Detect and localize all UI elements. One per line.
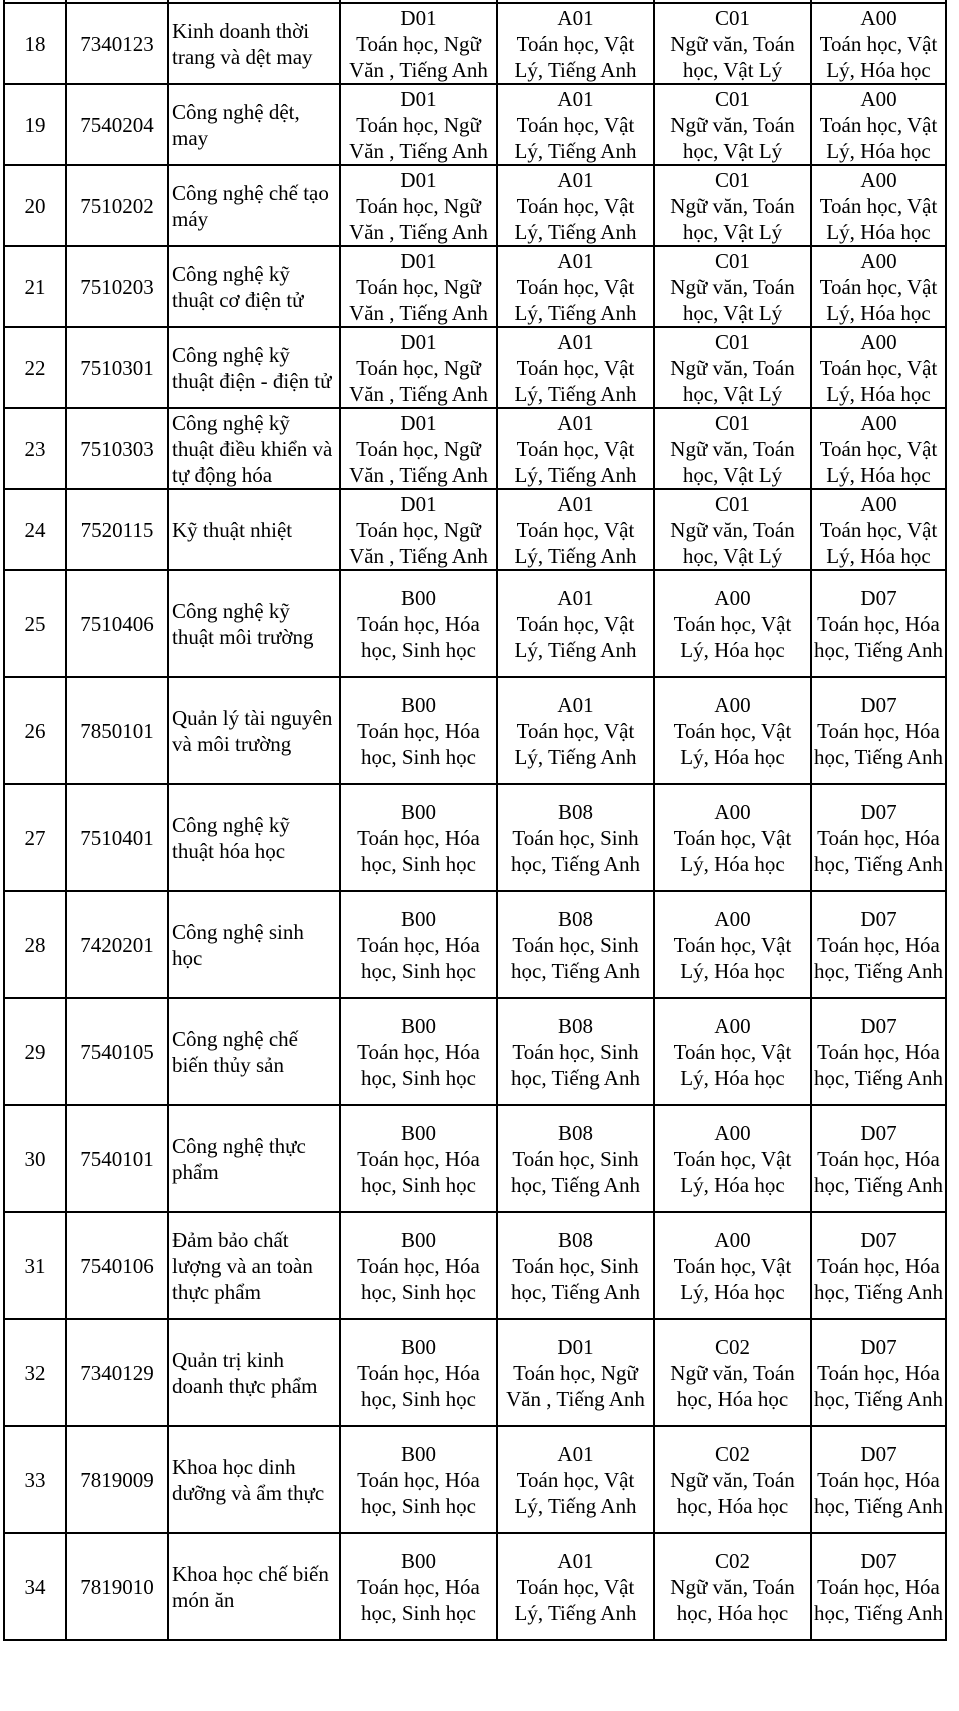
subject-combination-4 <box>811 408 946 489</box>
combination-subjects: Toán học, Sinh học, Tiếng Anh <box>511 1039 640 1090</box>
major-code: 7340123 <box>66 3 168 84</box>
combination-subjects: Toán học, Ngữ Văn , Tiếng Anh <box>349 355 488 406</box>
trailing-margin <box>4 1640 946 1671</box>
major-code: 7540106 <box>66 1212 168 1319</box>
subject-combination-3 <box>654 3 811 84</box>
combination-subjects: Toán học, Sinh học, Tiếng Anh <box>511 825 640 876</box>
subject-combination-3 <box>654 1533 811 1640</box>
combination-subjects: Toán học, Vật Lý, Tiếng Anh <box>514 1574 637 1625</box>
combination-code: D07 <box>860 906 897 931</box>
combination-subjects: Toán học, Vật Lý, Tiếng Anh <box>514 112 637 163</box>
combination-subjects: Toán học, Vật Lý, Tiếng Anh <box>514 274 637 325</box>
subject-combination-1 <box>340 1212 497 1319</box>
subject-combination-4 <box>811 246 946 327</box>
subject-combination-1 <box>340 165 497 246</box>
row-number: 19 <box>4 84 66 165</box>
table-row <box>4 1426 946 1533</box>
major-name: Công nghệ chế biến thủy sản <box>168 998 340 1105</box>
subject-combination-2 <box>497 3 654 84</box>
combination-code: A00 <box>860 410 897 435</box>
admission-table-sheet <box>3 0 951 1711</box>
combination-subjects: Toán học, Hóa học, Sinh học <box>357 1039 480 1090</box>
row-number: 28 <box>4 891 66 998</box>
subject-combination-2 <box>497 489 654 570</box>
combination-code: D07 <box>860 692 897 717</box>
subject-combination-3 <box>654 570 811 677</box>
subject-combination-1 <box>340 408 497 489</box>
major-code: 7340129 <box>66 1319 168 1426</box>
subject-combination-2 <box>497 570 654 677</box>
major-code: 7540204 <box>66 84 168 165</box>
major-name: Công nghệ kỹ thuật môi trường <box>168 570 340 677</box>
subject-combination-4 <box>811 1212 946 1319</box>
subject-combination-1 <box>340 327 497 408</box>
major-name: Công nghệ kỹ thuật hóa học <box>168 784 340 891</box>
combination-subjects: Toán học, Hóa học, Sinh học <box>357 1146 480 1197</box>
subject-combination-4 <box>811 489 946 570</box>
subject-combination-3 <box>654 1212 811 1319</box>
combination-code: B08 <box>557 799 593 824</box>
table-row <box>4 489 946 570</box>
combination-subjects: Toán học, Vật Lý, Hóa học <box>819 355 938 406</box>
subject-combination-1 <box>340 246 497 327</box>
subject-combination-4 <box>811 677 946 784</box>
combination-subjects: Toán học, Vật Lý, Tiếng Anh <box>514 517 637 568</box>
subject-combination-4 <box>811 165 946 246</box>
subject-combination-2 <box>497 1533 654 1640</box>
combination-code: A01 <box>557 248 594 273</box>
major-code: 7520115 <box>66 489 168 570</box>
combination-code: C01 <box>714 167 750 192</box>
combination-subjects: Toán học, Hóa học, Sinh học <box>357 825 480 876</box>
combination-code: B00 <box>400 585 436 610</box>
major-name: Quản lý tài nguyên và môi trường <box>168 677 340 784</box>
combination-code: C01 <box>714 410 750 435</box>
major-name: Quản trị kinh doanh thực phẩm <box>168 1319 340 1426</box>
subject-combination-2 <box>497 784 654 891</box>
combination-subjects: Toán học, Vật Lý, Tiếng Anh <box>514 436 637 487</box>
combination-subjects: Toán học, Vật Lý, Tiếng Anh <box>514 611 637 662</box>
table-row <box>4 408 946 489</box>
combination-code: A01 <box>557 329 594 354</box>
combination-subjects: Toán học, Hóa học, Tiếng Anh <box>814 932 943 983</box>
combination-code: A00 <box>860 491 897 516</box>
subject-combination-1 <box>340 84 497 165</box>
combination-code: B00 <box>400 1334 436 1359</box>
combination-subjects: Ngữ văn, Toán học, Vật Lý <box>670 436 795 487</box>
combination-subjects: Toán học, Sinh học, Tiếng Anh <box>511 1253 640 1304</box>
combination-subjects: Toán học, Vật Lý, Tiếng Anh <box>514 193 637 244</box>
row-number: 26 <box>4 677 66 784</box>
combination-code: D07 <box>860 1334 897 1359</box>
subject-combination-1 <box>340 784 497 891</box>
combination-code: A01 <box>557 1441 594 1466</box>
combination-subjects: Ngữ văn, Toán học, Hóa học <box>670 1467 795 1518</box>
combination-code: D07 <box>860 585 897 610</box>
combination-code: D01 <box>400 167 437 192</box>
major-code: 7510406 <box>66 570 168 677</box>
major-name: Kỹ thuật nhiệt <box>168 489 340 570</box>
table-row <box>4 784 946 891</box>
combination-subjects: Toán học, Hóa học, Tiếng Anh <box>814 718 943 769</box>
subject-combination-4 <box>811 891 946 998</box>
table-row <box>4 1212 946 1319</box>
combination-code: B08 <box>557 1120 593 1145</box>
combination-subjects: Toán học, Sinh học, Tiếng Anh <box>511 932 640 983</box>
major-code: 7850101 <box>66 677 168 784</box>
combination-code: A01 <box>557 1548 594 1573</box>
major-name: Đảm bảo chất lượng và an toàn thực phẩm <box>168 1212 340 1319</box>
combination-code: C01 <box>714 329 750 354</box>
subject-combination-3 <box>654 327 811 408</box>
major-code: 7510301 <box>66 327 168 408</box>
combination-code: D01 <box>557 1334 594 1359</box>
combination-code: A00 <box>714 692 751 717</box>
combination-subjects: Ngữ văn, Toán học, Vật Lý <box>670 193 795 244</box>
combination-code: D07 <box>860 799 897 824</box>
subject-combination-3 <box>654 677 811 784</box>
major-name: Công nghệ kỹ thuật điều khiển và tự động hóa <box>168 408 340 489</box>
combination-subjects: Toán học, Ngữ Văn , Tiếng Anh <box>349 31 488 82</box>
row-number: 32 <box>4 1319 66 1426</box>
combination-code: B00 <box>400 799 436 824</box>
subject-combination-1 <box>340 570 497 677</box>
combination-code: D07 <box>860 1548 897 1573</box>
subject-combination-1 <box>340 998 497 1105</box>
combination-code: D07 <box>860 1227 897 1252</box>
combination-subjects: Ngữ văn, Toán học, Vật Lý <box>670 112 795 163</box>
combination-code: B00 <box>400 692 436 717</box>
subject-combination-4 <box>811 998 946 1105</box>
combination-code: D07 <box>860 1120 897 1145</box>
combination-subjects: Toán học, Vật Lý, Hóa học <box>819 112 938 163</box>
table-row <box>4 1533 946 1640</box>
subject-combination-4 <box>811 1533 946 1640</box>
major-name: Công nghệ thực phẩm <box>168 1105 340 1212</box>
major-code: 7420201 <box>66 891 168 998</box>
combination-code: A00 <box>860 5 897 30</box>
combination-code: A00 <box>714 1227 751 1252</box>
combination-code: D01 <box>400 329 437 354</box>
row-number: 30 <box>4 1105 66 1212</box>
combination-subjects: Ngữ văn, Toán học, Vật Lý <box>670 517 795 568</box>
subject-combination-1 <box>340 891 497 998</box>
table-row <box>4 570 946 677</box>
subject-combination-3 <box>654 1426 811 1533</box>
row-number: 25 <box>4 570 66 677</box>
combination-subjects: Toán học, Hóa học, Tiếng Anh <box>814 1253 943 1304</box>
row-number: 33 <box>4 1426 66 1533</box>
table-body <box>4 0 946 1671</box>
table-row <box>4 1105 946 1212</box>
subject-combination-1 <box>340 3 497 84</box>
subject-combination-2 <box>497 1426 654 1533</box>
combination-code: A00 <box>714 1013 751 1038</box>
subject-combination-4 <box>811 1426 946 1533</box>
combination-subjects: Toán học, Vật Lý, Hóa học <box>819 274 938 325</box>
subject-combination-3 <box>654 165 811 246</box>
combination-subjects: Toán học, Vật Lý, Hóa học <box>673 1253 792 1304</box>
combination-code: A01 <box>557 86 594 111</box>
combination-subjects: Toán học, Hóa học, Tiếng Anh <box>814 1574 943 1625</box>
table-row <box>4 677 946 784</box>
subject-combination-3 <box>654 1105 811 1212</box>
major-code: 7510303 <box>66 408 168 489</box>
major-code: 7540101 <box>66 1105 168 1212</box>
major-code: 7819010 <box>66 1533 168 1640</box>
row-number: 24 <box>4 489 66 570</box>
subject-combination-3 <box>654 1319 811 1426</box>
subject-combination-2 <box>497 84 654 165</box>
subject-combination-4 <box>811 784 946 891</box>
subject-combination-1 <box>340 1105 497 1212</box>
subject-combination-1 <box>340 1533 497 1640</box>
combination-subjects: Toán học, Vật Lý, Hóa học <box>673 1039 792 1090</box>
major-code: 7510401 <box>66 784 168 891</box>
subject-combination-3 <box>654 998 811 1105</box>
subject-combination-2 <box>497 998 654 1105</box>
combination-code: B00 <box>400 1013 436 1038</box>
subject-combination-2 <box>497 1105 654 1212</box>
subject-combination-4 <box>811 1105 946 1212</box>
combination-code: B00 <box>400 1441 436 1466</box>
combination-code: A01 <box>557 491 594 516</box>
major-code: 7540105 <box>66 998 168 1105</box>
subject-combination-1 <box>340 489 497 570</box>
table-row <box>4 1319 946 1426</box>
row-number: 21 <box>4 246 66 327</box>
subject-combination-1 <box>340 1319 497 1426</box>
major-name: Công nghệ kỹ thuật cơ điện tử <box>168 246 340 327</box>
combination-code: B08 <box>557 1227 593 1252</box>
combination-subjects: Toán học, Vật Lý, Hóa học <box>819 31 938 82</box>
combination-code: A01 <box>557 410 594 435</box>
combination-subjects: Ngữ văn, Toán học, Hóa học <box>670 1574 795 1625</box>
row-number: 34 <box>4 1533 66 1640</box>
combination-code: A01 <box>557 692 594 717</box>
combination-code: D01 <box>400 491 437 516</box>
combination-subjects: Toán học, Hóa học, Tiếng Anh <box>814 1039 943 1090</box>
subject-combination-3 <box>654 84 811 165</box>
combination-subjects: Toán học, Ngữ Văn , Tiếng Anh <box>349 517 488 568</box>
combination-code: A00 <box>714 1120 751 1145</box>
major-code: 7819009 <box>66 1426 168 1533</box>
subject-combination-1 <box>340 677 497 784</box>
combination-subjects: Toán học, Vật Lý, Hóa học <box>673 1146 792 1197</box>
combination-code: D01 <box>400 410 437 435</box>
subject-combination-2 <box>497 408 654 489</box>
combination-subjects: Toán học, Vật Lý, Tiếng Anh <box>514 1467 637 1518</box>
subject-combination-2 <box>497 1319 654 1426</box>
table-row <box>4 998 946 1105</box>
row-number: 20 <box>4 165 66 246</box>
major-name: Khoa học chế biến món ăn <box>168 1533 340 1640</box>
combination-subjects: Toán học, Vật Lý, Hóa học <box>673 932 792 983</box>
combination-code: A00 <box>860 329 897 354</box>
subject-combination-3 <box>654 489 811 570</box>
row-number: 27 <box>4 784 66 891</box>
subject-combination-3 <box>654 246 811 327</box>
combination-subjects: Toán học, Hóa học, Tiếng Anh <box>814 1360 943 1411</box>
combination-subjects: Toán học, Ngữ Văn , Tiếng Anh <box>349 436 488 487</box>
combination-subjects: Toán học, Hóa học, Sinh học <box>357 718 480 769</box>
combination-code: D07 <box>860 1013 897 1038</box>
combination-code: C01 <box>714 491 750 516</box>
combination-code: C01 <box>714 248 750 273</box>
major-code: 7510202 <box>66 165 168 246</box>
combination-subjects: Toán học, Vật Lý, Hóa học <box>819 193 938 244</box>
combination-code: B08 <box>557 1013 593 1038</box>
combination-code: D01 <box>400 248 437 273</box>
combination-subjects: Toán học, Hóa học, Sinh học <box>357 1467 480 1518</box>
combination-subjects: Toán học, Vật Lý, Tiếng Anh <box>514 31 637 82</box>
table-row <box>4 246 946 327</box>
combination-subjects: Toán học, Hóa học, Sinh học <box>357 1574 480 1625</box>
combination-subjects: Toán học, Hóa học, Sinh học <box>357 1253 480 1304</box>
row-number: 31 <box>4 1212 66 1319</box>
subject-combination-4 <box>811 1319 946 1426</box>
combination-subjects: Toán học, Vật Lý, Hóa học <box>673 718 792 769</box>
row-number: 18 <box>4 3 66 84</box>
combination-subjects: Toán học, Vật Lý, Hóa học <box>819 517 938 568</box>
combination-subjects: Ngữ văn, Toán học, Vật Lý <box>670 31 795 82</box>
combination-code: A00 <box>860 167 897 192</box>
major-name: Kinh doanh thời trang và dệt may <box>168 3 340 84</box>
major-code: 7510203 <box>66 246 168 327</box>
combination-subjects: Ngữ văn, Toán học, Vật Lý <box>670 274 795 325</box>
combination-subjects: Toán học, Vật Lý, Hóa học <box>673 611 792 662</box>
combination-subjects: Toán học, Hóa học, Tiếng Anh <box>814 611 943 662</box>
combination-code: D01 <box>400 86 437 111</box>
combination-subjects: Toán học, Hóa học, Tiếng Anh <box>814 825 943 876</box>
row-number: 23 <box>4 408 66 489</box>
subject-combination-4 <box>811 84 946 165</box>
major-name: Khoa học dinh dưỡng và ẩm thực <box>168 1426 340 1533</box>
combination-code: A00 <box>714 799 751 824</box>
combination-code: C01 <box>714 86 750 111</box>
combination-subjects: Toán học, Vật Lý, Tiếng Anh <box>514 718 637 769</box>
combination-code: A00 <box>860 248 897 273</box>
subject-combination-4 <box>811 3 946 84</box>
combination-subjects: Toán học, Ngữ Văn , Tiếng Anh <box>349 274 488 325</box>
combination-code: C02 <box>714 1441 750 1466</box>
combination-code: B00 <box>400 1227 436 1252</box>
major-name: Công nghệ chế tạo máy <box>168 165 340 246</box>
combination-code: A00 <box>860 86 897 111</box>
subject-combination-2 <box>497 327 654 408</box>
table-row <box>4 327 946 408</box>
combination-code: A01 <box>557 167 594 192</box>
subject-combination-2 <box>497 246 654 327</box>
subject-combination-1 <box>340 1426 497 1533</box>
combination-code: C02 <box>714 1334 750 1359</box>
combination-subjects: Toán học, Vật Lý, Hóa học <box>819 436 938 487</box>
table-row <box>4 3 946 84</box>
combination-code: A00 <box>714 585 751 610</box>
combination-subjects: Toán học, Ngữ Văn , Tiếng Anh <box>506 1360 645 1411</box>
combination-code: C01 <box>714 5 750 30</box>
table-row <box>4 891 946 998</box>
combination-subjects: Toán học, Sinh học, Tiếng Anh <box>511 1146 640 1197</box>
subject-combination-3 <box>654 891 811 998</box>
subject-combination-4 <box>811 327 946 408</box>
combination-subjects: Toán học, Ngữ Văn , Tiếng Anh <box>349 112 488 163</box>
combination-subjects: Toán học, Hóa học, Tiếng Anh <box>814 1467 943 1518</box>
combination-subjects: Toán học, Hóa học, Sinh học <box>357 932 480 983</box>
combination-subjects: Ngữ văn, Toán học, Hóa học <box>670 1360 795 1411</box>
subject-combination-2 <box>497 891 654 998</box>
combination-subjects: Toán học, Hóa học, Sinh học <box>357 1360 480 1411</box>
combination-code: D01 <box>400 5 437 30</box>
combination-code: B08 <box>557 906 593 931</box>
combination-code: B00 <box>400 1548 436 1573</box>
combination-subjects: Toán học, Vật Lý, Hóa học <box>673 825 792 876</box>
admission-combinations-table <box>3 0 947 1671</box>
major-name: Công nghệ kỹ thuật điện - điện tử <box>168 327 340 408</box>
combination-subjects: Toán học, Vật Lý, Tiếng Anh <box>514 355 637 406</box>
subject-combination-3 <box>654 408 811 489</box>
subject-combination-2 <box>497 1212 654 1319</box>
combination-code: B00 <box>400 1120 436 1145</box>
subject-combination-2 <box>497 165 654 246</box>
combination-code: A00 <box>714 906 751 931</box>
subject-combination-2 <box>497 677 654 784</box>
major-name: Công nghệ sinh học <box>168 891 340 998</box>
subject-combination-3 <box>654 784 811 891</box>
combination-subjects: Toán học, Hóa học, Tiếng Anh <box>814 1146 943 1197</box>
combination-code: B00 <box>400 906 436 931</box>
combination-code: C02 <box>714 1548 750 1573</box>
table-row <box>4 84 946 165</box>
combination-subjects: Toán học, Ngữ Văn , Tiếng Anh <box>349 193 488 244</box>
combination-subjects: Ngữ văn, Toán học, Vật Lý <box>670 355 795 406</box>
major-name: Công nghệ dệt, may <box>168 84 340 165</box>
subject-combination-4 <box>811 570 946 677</box>
row-number: 29 <box>4 998 66 1105</box>
combination-code: D07 <box>860 1441 897 1466</box>
combination-code: A01 <box>557 585 594 610</box>
table-row <box>4 165 946 246</box>
combination-code: A01 <box>557 5 594 30</box>
row-number: 22 <box>4 327 66 408</box>
combination-subjects: Toán học, Hóa học, Sinh học <box>357 611 480 662</box>
